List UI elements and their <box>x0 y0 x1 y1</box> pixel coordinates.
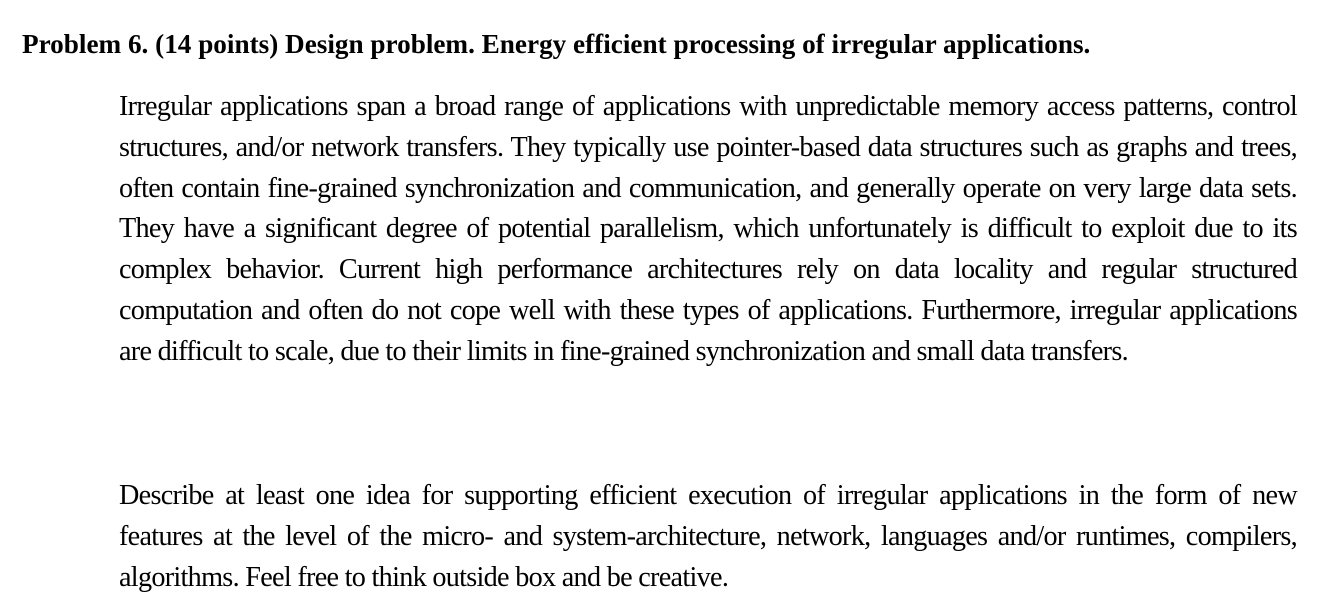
problem-task-paragraph: Describe at least one idea for supporting efficient execution of irregular applications in the form of new features at the level of the micro- and system-architecture, network, languages and/or runtimes, compilers, algorithms. Feel free to think outside box and be creative. <box>119 480 1297 593</box>
problem-title: Problem 6. (14 points) Design problem. Energy efficient processing of irregular applications. <box>22 29 1091 59</box>
problem-description-paragraph: Irregular applications span a broad range of applications with unpredictable memory access patterns, control structures, and/or network transfers. They typically use pointer-based data structures such as graphs and trees, often contain fine-grained synchronization and communication, and generally operate on very large data sets. They have a significant degree of potential parallelism, which unfortunately is difficult to exploit due to its complex behavior. Current high performance architectures rely on data locality and regular structured computation and often do not cope well with these types of applications. Furthermore, irregular applications are difficult to scale, due to their limits in fine-grained synchronization and small data transfers. <box>119 91 1297 367</box>
